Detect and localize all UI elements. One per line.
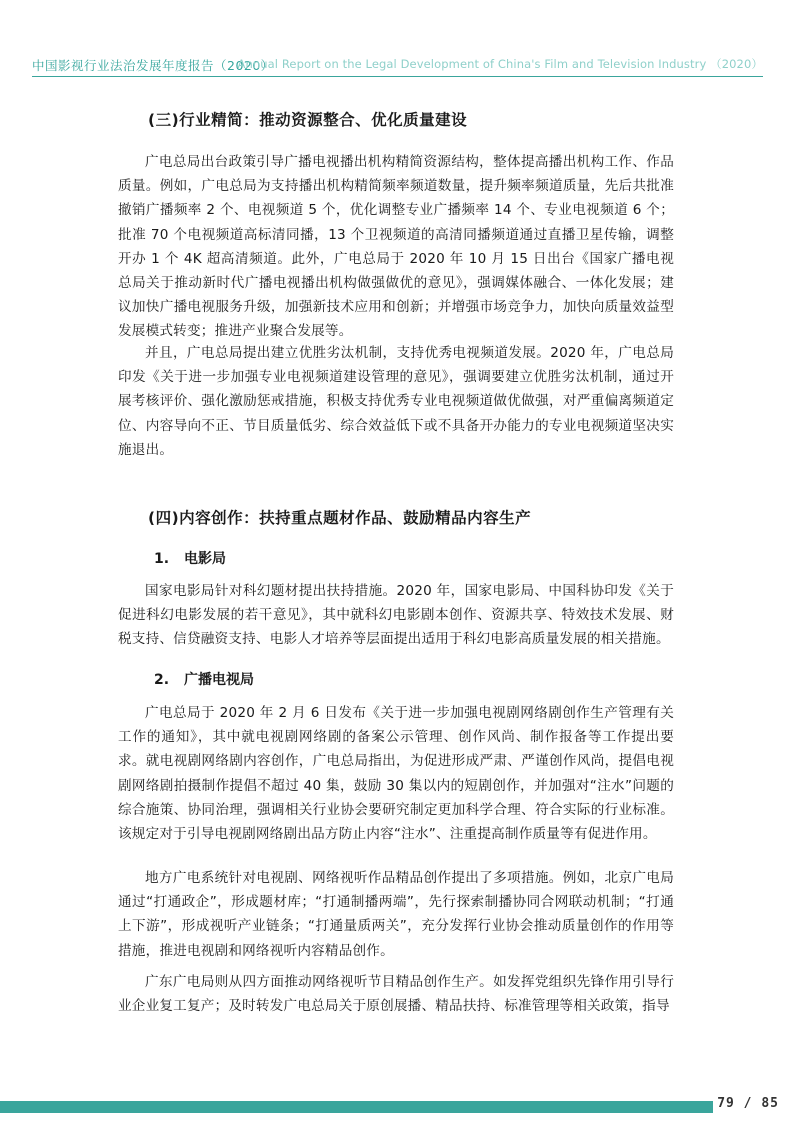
header-title-en: Annual Report on the Legal Development of China's Film and Television Industry （2020） <box>237 57 763 71</box>
footer-bar <box>0 1101 713 1113</box>
section-heading-3: (三)行业精简：推动资源整合、优化质量建设 <box>148 111 468 129</box>
paragraph: 广电总局出台政策引导广播电视播出机构精简资源结构，整体提高播出机构工作、作品质量。例如，广电总局为支持播出机构精简频率频道数量，提升频率频道质量，先后共批准撤销广播频率 2 个、电视频道 5 个，优化调整专业广播频率 14 个、专业电视频道 6 个；批准 70 个电视频道高标清同播，13 个卫视频道的高清同播频道通过直播卫星传输，调整开办 1 个 4K 超高清频道。此外，广电总局于 2020 年 10 月 15 日出台《国家广播电视总局关于推动新时代广播电视播出机构做强做优的意见》，强调媒体融合、一体化发展；建议加快广播电视服务升级，加强新技术应用和创新；并增强市场竞争力，加快向质量效益型发展模式转变；推进产业聚合发展等。 <box>118 154 674 340</box>
paragraph: 广电总局于 2020 年 2 月 6 日发布《关于进一步加强电视剧网络剧创作生产管理有关工作的通知》，其中就电视剧网络剧的备案公示管理、创作风尚、制作报备等工作提出要求。就电视剧网络剧内容创作，广电总局指出，为促进形成严肃、严谨创作风尚，提倡电视剧网络剧拍摄制作提倡不超过 40 集，鼓励 30 集以内的短剧创作，并加强对“注水”问题的综合施策、协同治理，强调相关行业协会要研究制定更加科学合理、符合实际的行业标准。该规定对于引导电视剧网络剧出品方防止内容“注水”、注重提高制作质量等有促进作用。 <box>118 705 674 843</box>
subsection-heading-radio-tv <box>154 669 254 689</box>
header-title-cn: 中国影视行业法治发展年度报告（2020） <box>32 58 274 73</box>
paragraph: 并且，广电总局提出建立优胜劣汰机制，支持优秀电视频道发展。2020 年，广电总局印发《关于进一步加强专业电视频道建设管理的意见》，强调要建立优胜劣汰机制，通过开展考核评价、强化激励惩戒措施，积极支持优秀专业电视频道做优做强，对严重偏离频道定位、内容导向不正、节目质量低劣、综合效益低下或不具备开办能力的专业电视频道坚决实施退出。 <box>118 345 674 458</box>
subsection-heading-film-bureau <box>154 548 226 568</box>
page-header <box>32 52 763 77</box>
paragraph: 广东广电局则从四方面推动网络视听节目精品创作生产。如发挥党组织先锋作用引导行业企业复工复产；及时转发广电总局关于原创展播、精品扶持、标准管理等相关政策，指导 <box>118 974 674 1015</box>
subsection-title: 电影局 <box>184 551 226 567</box>
subsection-title: 广播电视局 <box>184 672 254 688</box>
section-heading-4: (四)内容创作：扶持重点题材作品、鼓励精品内容生产 <box>148 509 532 527</box>
paragraph: 国家电影局针对科幻题材提出扶持措施。2020 年，国家电影局、中国科协印发《关于促进科幻电影发展的若干意见》，其中就科幻电影剧本创作、资源共享、特效技术发展、财税支持、信贷融资支持、电影人才培养等层面提出适用于科幻电影高质量发展的相关措施。 <box>118 583 674 648</box>
paragraph: 地方广电系统针对电视剧、网络视听作品精品创作提出了多项措施。例如，北京广电局通过“打通政企”，形成题材库；“打通制播两端”，先行探索制播协同合网联动机制；“打通上下游”，形成视听产业链条；“打通量质两关”，充分发挥行业协会推动质量创作的作用等措施，推进电视剧和网络视听内容精品创作。 <box>118 870 674 959</box>
page-number: 79 / 85 <box>717 1096 779 1111</box>
subsection-number: 2. <box>154 672 170 688</box>
subsection-number: 1. <box>154 551 170 567</box>
